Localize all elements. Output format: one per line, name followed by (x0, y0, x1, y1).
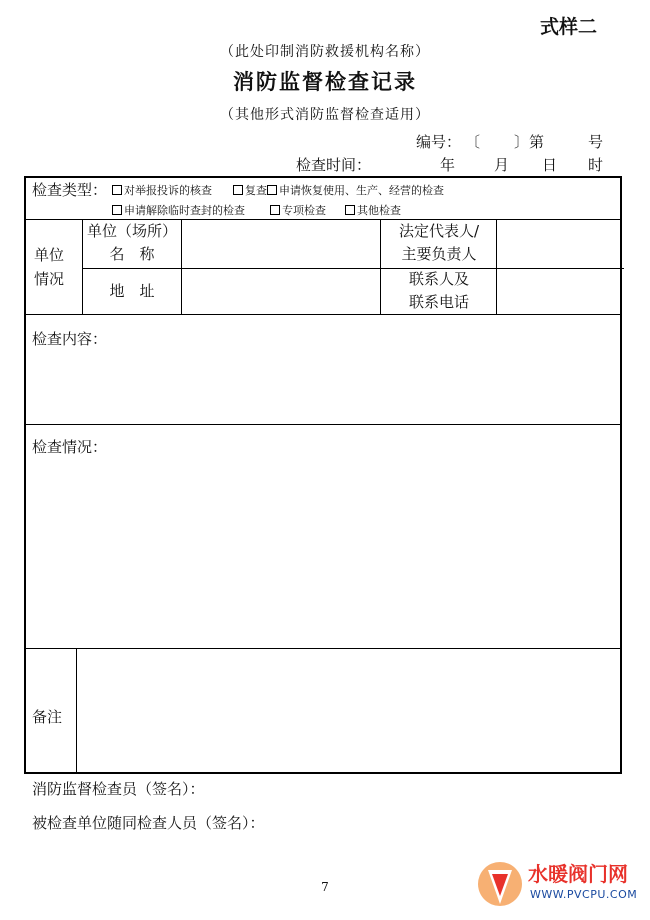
page-title: 消防监督检查记录 (233, 70, 417, 94)
representative-label: 主要负责人 (401, 245, 477, 263)
watermark-url: WWW.PVCPU.COM (530, 888, 638, 901)
contact-label: 联系人及 (408, 270, 469, 288)
inspection-situation-label: 检查情况： (32, 438, 108, 456)
checkbox[interactable] (270, 205, 280, 215)
inspector-signature-label: 消防监督检查员（签名）： (32, 780, 205, 798)
unit-section-label: 单位 (34, 246, 65, 264)
inspection-type-row1 (112, 180, 444, 202)
divider (181, 219, 182, 314)
number-suffix: 号 (588, 133, 604, 151)
unit-name-label: 名 称 (109, 245, 155, 263)
representative-label: 法定代表人/ (398, 222, 480, 240)
checkbox[interactable] (267, 185, 277, 195)
accompany-signature-label: 被检查单位随同检查人员（签名）： (32, 814, 265, 832)
option-label: 申请解除临时查封的检查 (124, 204, 245, 217)
time-month: 月 (494, 156, 510, 174)
checkbox[interactable] (112, 205, 122, 215)
inspection-content-label: 检查内容： (32, 330, 108, 348)
divider (76, 648, 77, 774)
unit-name-label: 单位（场所） (86, 222, 177, 240)
checkbox[interactable] (233, 185, 243, 195)
divider (380, 219, 381, 314)
inspection-type-label: 检查类型： (32, 181, 108, 199)
time-year: 年 (440, 156, 456, 174)
watermark-logo (470, 850, 650, 916)
divider (496, 219, 497, 314)
org-name-line: （此处印制消防救援机构名称） (220, 44, 430, 60)
unit-address-label: 地 址 (109, 282, 155, 300)
divider (26, 648, 620, 649)
checkbox[interactable] (112, 185, 122, 195)
contact-label: 联系电话 (408, 293, 469, 311)
divider (82, 268, 624, 269)
option-label: 申请恢复使用、生产、经营的检查 (279, 184, 444, 197)
time-day: 日 (542, 156, 558, 174)
unit-section-label: 情况 (34, 270, 65, 288)
inspection-type-row2 (112, 200, 401, 222)
remarks-label: 备注 (32, 708, 63, 726)
number-bracket-close: 〕第 (514, 133, 545, 151)
time-hour: 时 (588, 156, 604, 174)
divider (26, 424, 620, 425)
checkbox[interactable] (345, 205, 355, 215)
watermark-brand: 水暖阀门网 (528, 862, 628, 886)
option-label: 专项检查 (282, 204, 326, 217)
sample-label: 式样二 (540, 16, 598, 38)
option-label: 对举报投诉的核查 (124, 184, 212, 197)
divider (82, 219, 83, 314)
number-label: 编号： (416, 133, 462, 151)
option-label: 其他检查 (357, 204, 401, 217)
number-bracket-open: 〔 (465, 133, 481, 151)
page-number: 7 (321, 880, 329, 894)
time-label: 检查时间： (296, 156, 372, 174)
record-table (24, 176, 622, 774)
divider (26, 314, 620, 315)
page-subtitle: （其他形式消防监督检查适用） (220, 107, 430, 123)
option-label: 复查 (245, 184, 267, 197)
